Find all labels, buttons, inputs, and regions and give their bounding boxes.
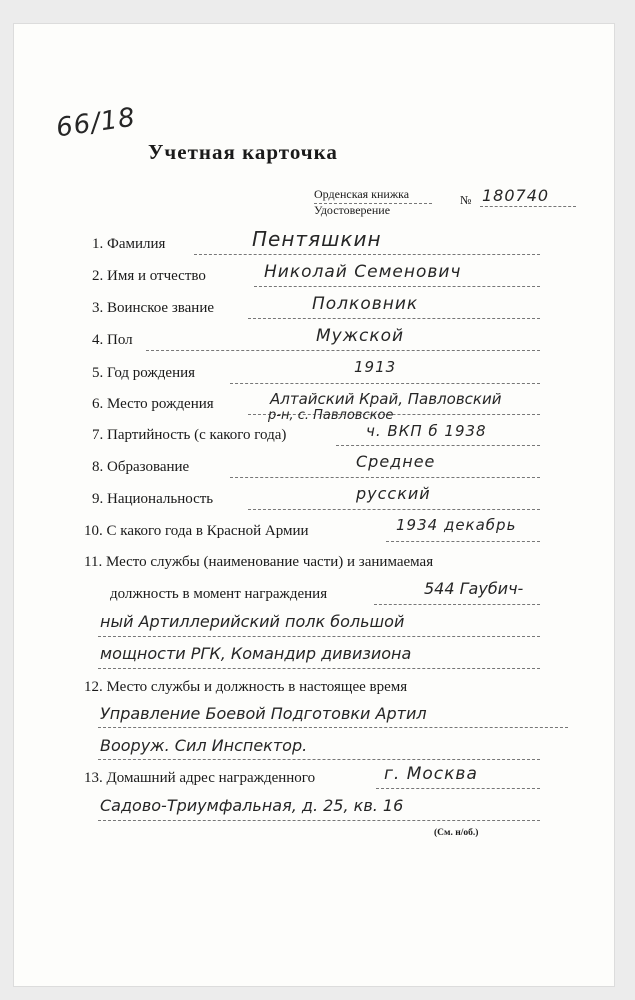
number-sign: № xyxy=(460,193,472,207)
value-birthplace-district: р-н, с. Павловское xyxy=(268,408,394,423)
certificate-label: Удостоверение xyxy=(314,203,391,217)
label-army-year: 10. С какого года в Красной Армии xyxy=(84,523,309,539)
sex-line xyxy=(146,350,540,351)
value-army-year: 1934 декабрь xyxy=(396,516,517,534)
label-birth-year: 5. Год рождения xyxy=(92,365,196,381)
party-line xyxy=(336,445,540,446)
value-service-current-1: Управление Боевой Подготовки Артил xyxy=(100,704,427,723)
nationality-line xyxy=(248,509,540,510)
home-address-line-2 xyxy=(98,820,540,821)
home-address-line-1 xyxy=(376,788,540,789)
label-sex: 4. Пол xyxy=(92,332,133,348)
order-book-label: Орденская книжка xyxy=(314,187,410,201)
label-service-award-2: должность в момент награждения xyxy=(110,586,328,602)
service-current-line-1 xyxy=(98,727,568,728)
value-service-award-3: мощности РГК, Командир дивизиона xyxy=(100,644,412,663)
value-service-award-1: 544 Гаубич- xyxy=(424,579,524,598)
card-title: Учетная карточка xyxy=(148,140,338,164)
value-home-address-2: Садово-Триумфальная, д. 25, кв. 16 xyxy=(100,796,404,815)
value-name: Николай Семенович xyxy=(264,262,462,282)
service-award-line-3 xyxy=(98,668,540,669)
name-line xyxy=(254,286,540,287)
value-education: Среднее xyxy=(356,452,436,471)
value-nationality: русский xyxy=(356,484,431,503)
label-party: 7. Партийность (с какого года) xyxy=(92,427,287,443)
army-year-line xyxy=(386,541,540,542)
archive-number: 66/18 xyxy=(54,102,138,144)
service-award-line-2 xyxy=(98,636,540,637)
label-service-current: 12. Место службы и должность в настоящее время xyxy=(84,679,408,695)
label-home-address: 13. Домашний адрес награжденного xyxy=(84,770,316,786)
value-rank: Полковник xyxy=(312,294,419,314)
footer-note: (См. н/об.) xyxy=(434,828,479,838)
value-home-address-1: г. Москва xyxy=(384,764,478,784)
label-surname: 1. Фамилия xyxy=(92,236,166,252)
card-number: 180740 xyxy=(482,186,550,205)
label-service-award-1: 11. Место службы (наименование части) и занимаемая xyxy=(84,554,434,570)
record-card xyxy=(14,24,614,986)
label-nationality: 9. Национальность xyxy=(92,491,214,507)
card-number-line xyxy=(480,206,576,207)
value-service-current-2: Вооруж. Сил Инспектор. xyxy=(100,736,308,755)
surname-line xyxy=(194,254,540,255)
service-current-line-2 xyxy=(98,759,540,760)
rank-line xyxy=(248,318,540,319)
birth-year-line xyxy=(230,383,540,384)
value-sex: Мужской xyxy=(316,326,405,346)
service-award-line-1 xyxy=(374,604,540,605)
label-name: 2. Имя и отчество xyxy=(92,268,206,284)
value-service-award-2: ный Артиллерийский полк большой xyxy=(100,612,405,631)
value-birthplace: Алтайский Край, Павловский xyxy=(270,390,502,408)
value-surname: Пентяшкин xyxy=(252,227,382,251)
value-party: ч. ВКП б 1938 xyxy=(366,422,487,440)
label-birthplace: 6. Место рождения xyxy=(92,396,214,412)
education-line xyxy=(230,477,540,478)
value-birth-year: 1913 xyxy=(354,358,397,376)
label-rank: 3. Воинское звание xyxy=(92,300,215,316)
label-education: 8. Образование xyxy=(92,459,190,475)
